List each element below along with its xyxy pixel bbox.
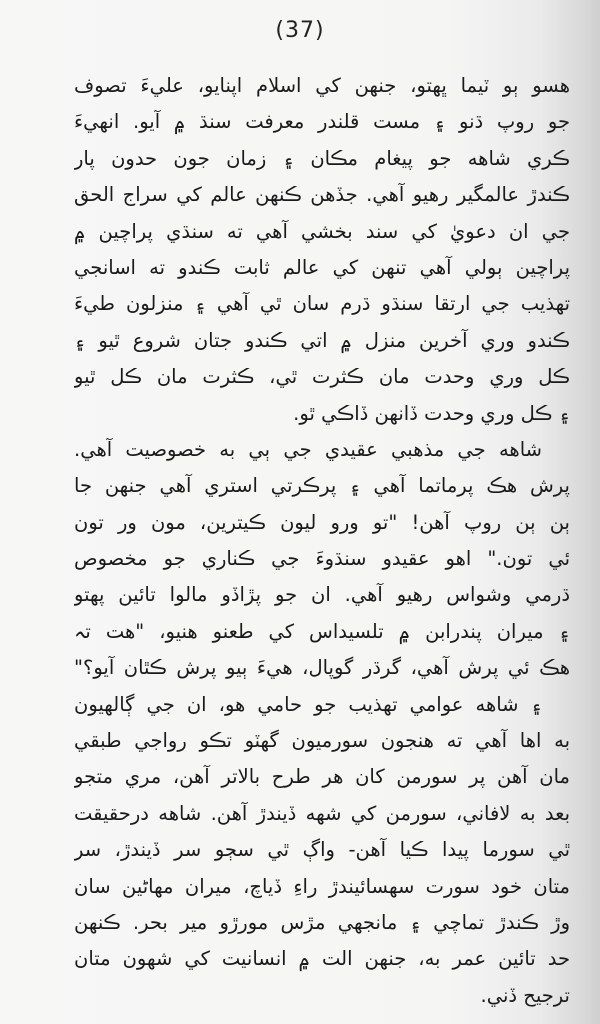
text-line: پرش هڪ پرماتما آهي ۽ پرڪرتي استري آهي جنهن جا [74, 474, 570, 498]
text-line: جو روپ ڌنو ۽ مست قلندر معرفت سنڌ ۾ آيو. انهيءَ [74, 110, 570, 134]
text-line: ڪندڙ عالمگير رهيو آهي. جڏهن ڪنهن عالم کي سراج الحق [74, 183, 570, 207]
text-line: ترجيح ڏني. [480, 983, 570, 1007]
text-line: ئي تون." اهو عقيدو سنڌوءَ جي ڪناري جو مخصوص [74, 547, 570, 571]
text-line: متان خود سورت سهسائيندڙ راءِ ڏياچ، ميران مهاڻين سان [74, 874, 570, 898]
text-line: جي ان دعويٰ کي سند بخشي آهي ته سنڌي پراچين ۾ [74, 219, 570, 243]
text-line: تهذيب جي ارتقا سنڌو ڌرم سان ٿي آهي ۽ منزلون طيءَ [74, 292, 570, 316]
page-body-text [74, 68, 570, 1014]
text-line: هڪ ئي پرش آهي، گرڌر گوپال، هيءَ ٻيو پرش ڪٿان آيو؟" [74, 656, 570, 680]
paragraph-first-line: ۽ شاهه عوامي تهذيب جو حامي هو، ان جي ڳالهيون [74, 692, 542, 716]
text-line: ڪندو وري آخرين منزل ۾ اتي ڪندو جتان شروع ٿيو ۽ [74, 328, 570, 352]
text-line: ڪل وري وحدت مان ڪثرت ٿي، ڪثرت مان ڪل ٿيو [74, 365, 570, 389]
text-line: پراچين ٻولي آهي تنهن کي عالم ثابت ڪندو ته اسانجي [74, 255, 570, 279]
text-line: ڌرمي وشواس رهيو آهي. ان جو پڙاڏو مالوا تائين پهتو [74, 583, 570, 607]
page-number: (37) [275, 18, 325, 43]
text-line: ٻن ٻن روپ آهن! "تو ورو ليون ڪيترين، مون ور تون [74, 510, 570, 534]
text-line: وڙ ڪندڙ تماچي ۽ مانجهي مڙس مورڙو مير بحر. ڪنهن [74, 910, 570, 934]
text-line: به اها آهي ته هنجون سورميون گهٽو تڪو رواجي طبقي [74, 729, 570, 753]
text-line: بعد به لافاني، سورمن کي شهه ڏيندڙ آهن. شاهه درحقيقت [74, 801, 570, 825]
paragraph-first-line: شاهه جي مذهبي عقيدي جي ٻي به خصوصيت آهي. [74, 437, 542, 461]
text-line: ٿي سورما پيدا ڪيا آهن- واڳ ٿي سڄو سر ڏيندڙ، سر [74, 838, 570, 862]
text-line: ڪري شاهه جو پيغام مڪان ۽ زمان جون حدون پار [74, 146, 570, 170]
text-line: مان آهن پر سورمن کان هر طرح بالاتر آهن، مري متجو [74, 765, 570, 789]
text-line: ۽ ڪل وري وحدت ڏانهن ڏاڪي ٿو. [293, 401, 570, 425]
text-line: حد تائين عمر به، جنهن الت ۾ انسانيت کي شهون متان [74, 947, 570, 971]
text-line: ۽ ميران پندرابن ۾ تلسيداس کي طعنو هنيو، "هت تہ [74, 619, 570, 643]
text-line: هسو ٻو ٽيما ڀهتو، جنهن کي اسلام اپنايو، عليءَ تصوف [74, 74, 570, 97]
